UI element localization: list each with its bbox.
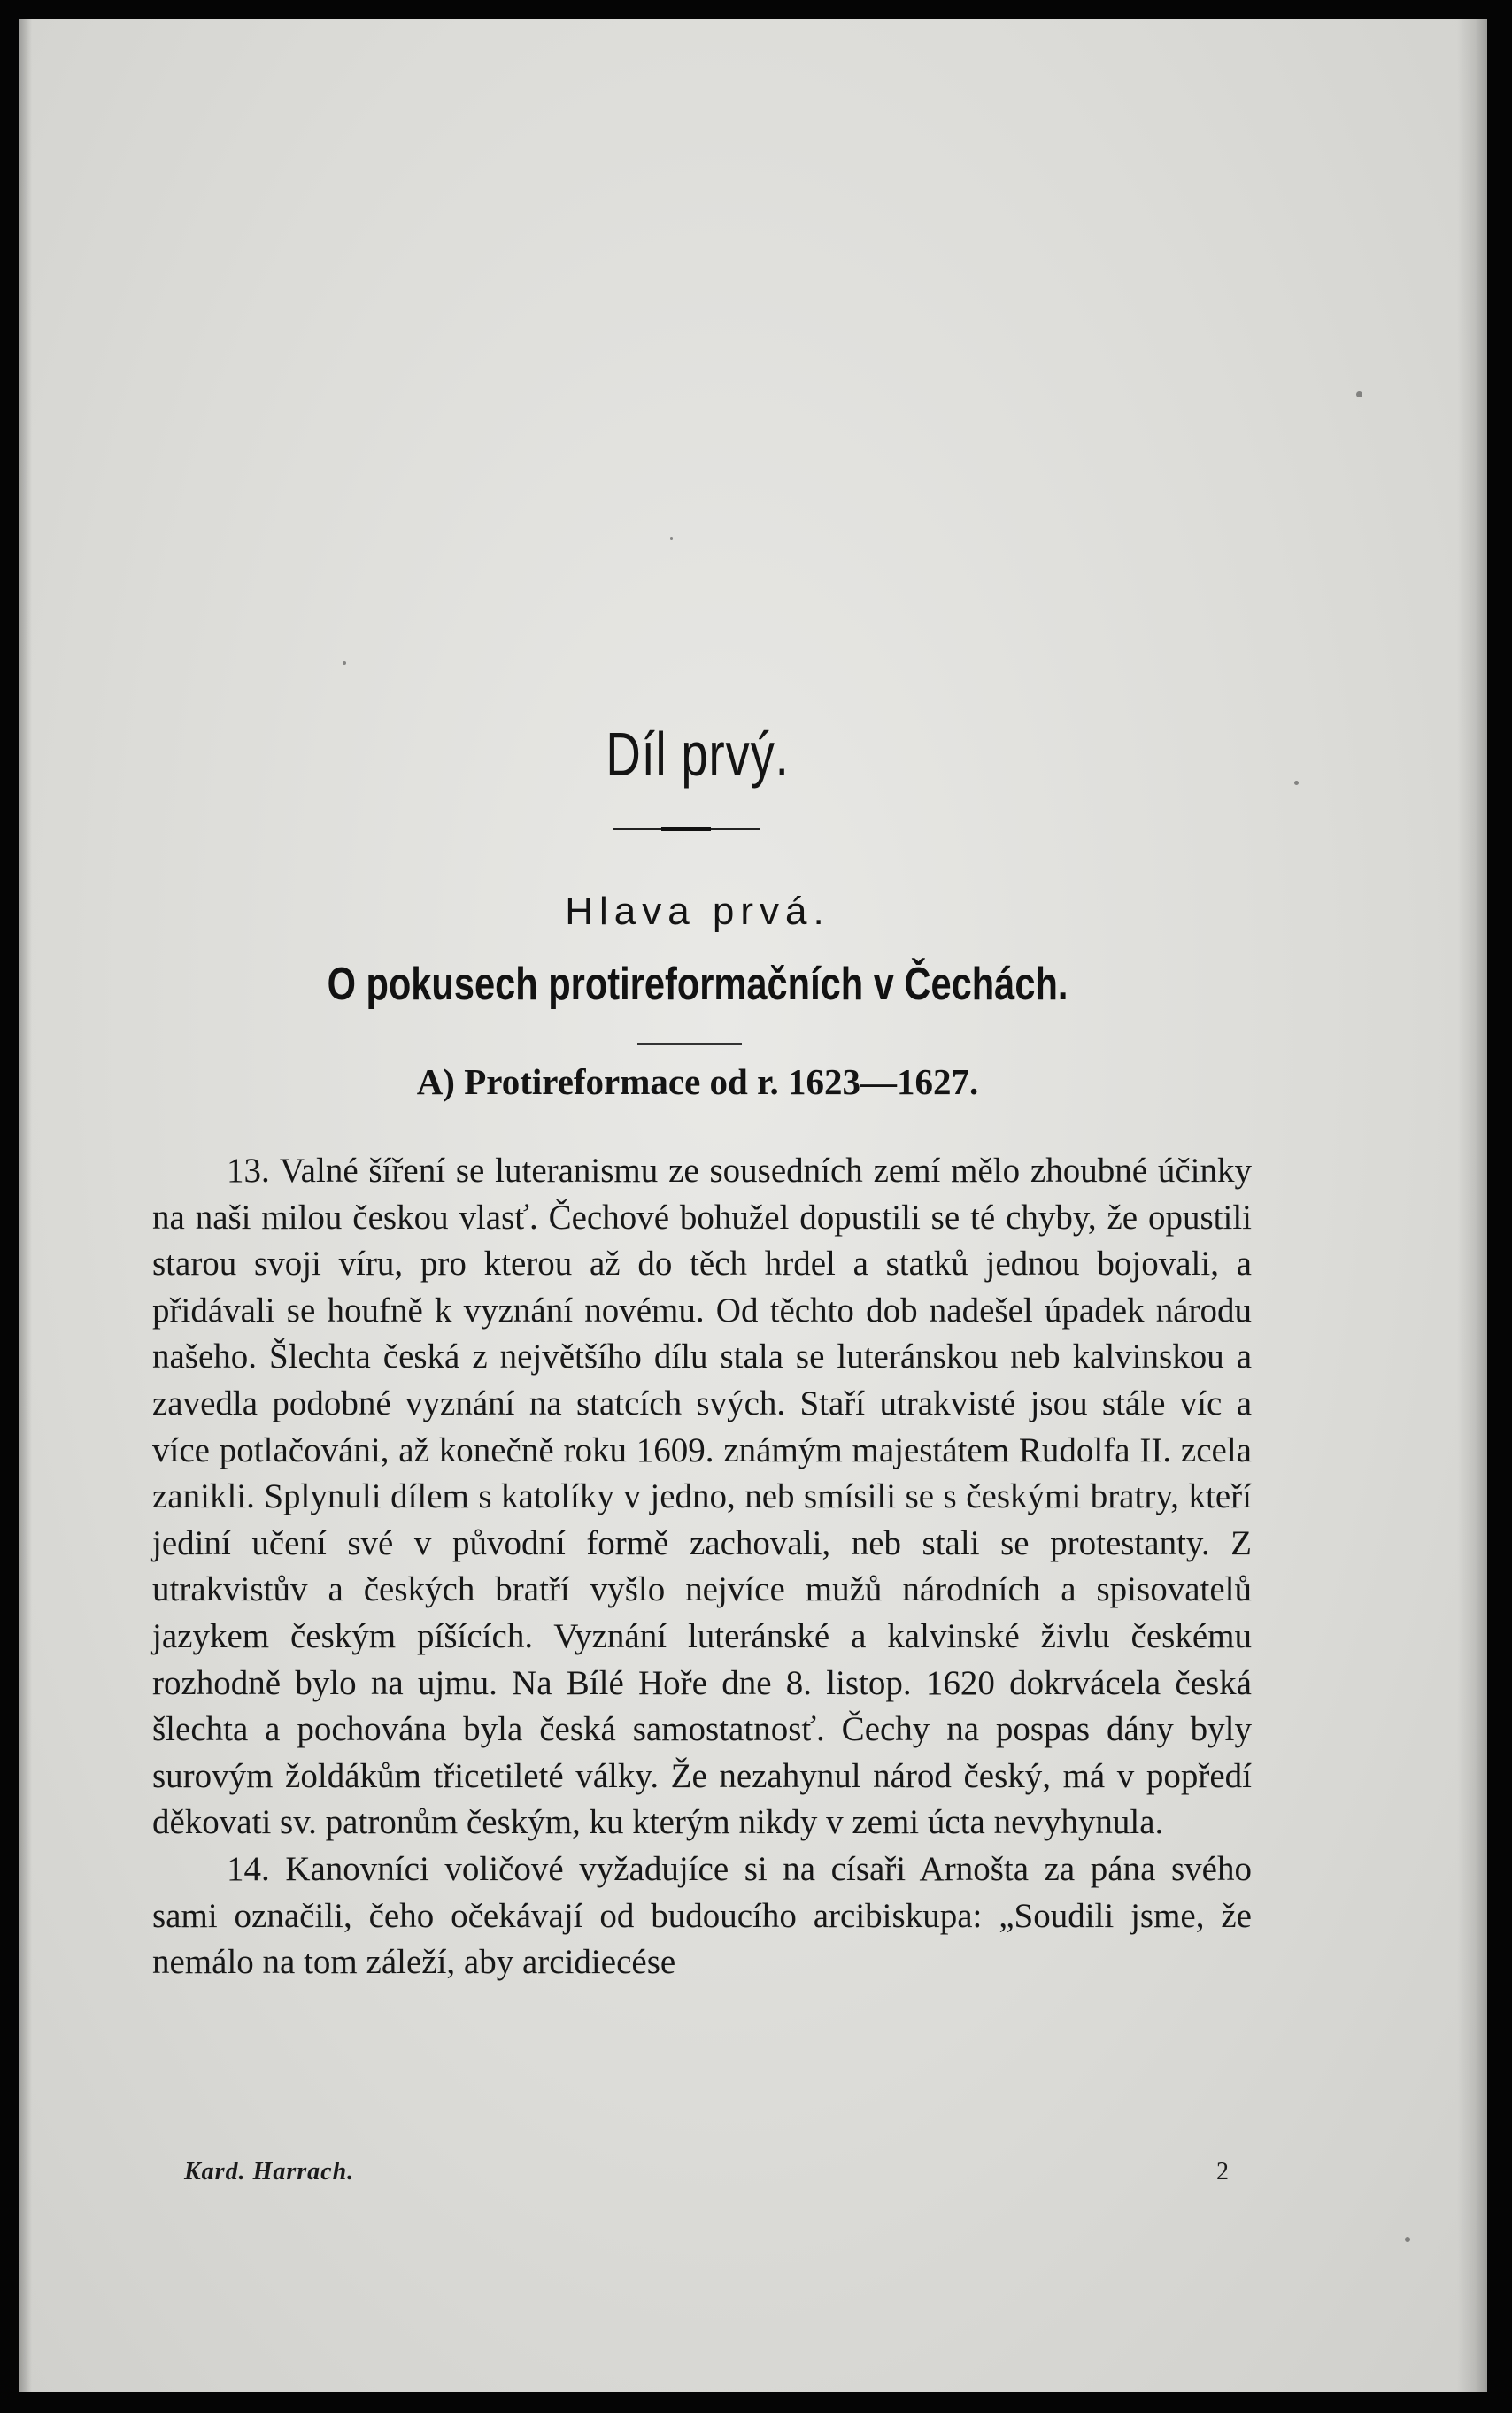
page-shadow-right (1457, 19, 1487, 2392)
paper-speck (670, 537, 673, 540)
page-footer (184, 2158, 1229, 2186)
book-page (19, 19, 1487, 2392)
page-shadow-left (19, 19, 32, 2392)
chapter-title: O pokusech protireformačních v Čechách. (327, 959, 1068, 1010)
chapter-label: Hlava prvá. (565, 890, 830, 933)
paragraph-14: 14. Kanovníci voličové vyžadujíce si na císaři Arnošta za pána svého sami označili, čeho očekávají od budoucího arcibiskupa: „Soudili jsme, že nemálo na tom záleží, aby arcidiecése (152, 1849, 1252, 1982)
section-title: A) Protireformace od r. 1623—1627. (416, 1061, 979, 1102)
signature-mark: 2 (1216, 2158, 1229, 2186)
paper-speck (1294, 781, 1299, 785)
part-title: Díl prvý. (606, 720, 790, 789)
title-rule (613, 828, 760, 830)
paper-speck (1405, 2237, 1410, 2242)
chapter-rule (637, 1043, 742, 1045)
body-text (152, 1148, 1252, 1986)
paper-speck (343, 661, 346, 665)
footer-signature: Kard. Harrach. (184, 2158, 355, 2186)
paragraph-13: 13. Valné šíření se luteranismu ze sousedních zemí mělo zhoubné účinky na naši milou českou vlasť. Čechové bohužel dopustili se té chyby, že opustili starou svoji víru, pro kterou až do těch hrdel a statků jednou bojovali, a přidávali se houfně k vyznání novému. Od těchto dob nadešel úpadek národu našeho. Šlechta česká z největšího dílu stala se luteránskou neb kalvinskou a zavedla podobné vyznání na statcích svých. Staří utrakvisté jsou stále víc a více potlačováni, až konečně roku 1609. známým majestátem Rudolfa II. zcela zanikli. Splynuli dílem s katolíky v jedno, neb smísili se s českými bratry, kteří jediní učení své v původní formě zachovali, neb stali se protestanty. Z utrakvistův a českých bratří vyšlo nejvíce mužů národních a spisovatelů jazykem českým píšících. Vyznání luteránské a kalvinské živlu českému rozhodně bylo na ujmu. Na Bílé Hoře dne 8. listop. 1620 dokrvácela česká šlechta a pochována byla česká samostatnosť. Čechy na pospas dány byly surovým žoldákům třicetileté války. Že nezahynul národ český, má v popředí děkovati sv. patronům českým, ku kterým nikdy v zemi úcta nevyhynula. (152, 1152, 1252, 1842)
paper-speck (1356, 391, 1362, 397)
